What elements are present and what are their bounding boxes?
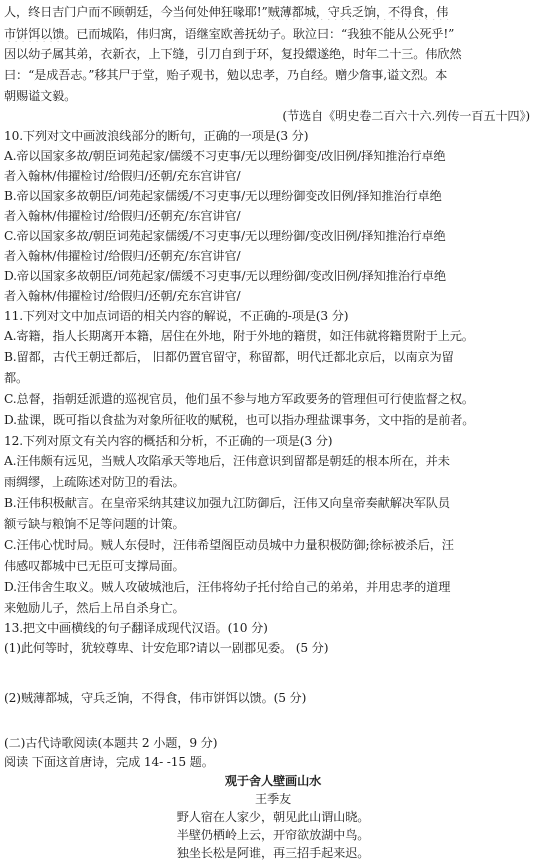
- q10-option-b: B.帝以国家多故朝臣/词苑起家儒缓/不习吏事/无以理纷御变改旧例/择知推治行卓绝: [4, 189, 442, 203]
- q10-option-a: A.帝以国家多故/朝臣词苑起家/儒缓不习吏事/无以理纷御变/改旧例/择知推治行卓绝: [4, 149, 446, 163]
- question-13-stem: 13.把文中画横线的句子翻译成现代汉语。(10 分): [4, 621, 268, 635]
- q12-option-b-cont: 额亏缺与粮饷不足等问题的计策。: [4, 517, 185, 531]
- q11-option-d: D.盐课，既可指以食盐为对象所征收的赋税，也可以指办理盐课事务，文中指的是前者。: [4, 413, 475, 427]
- passage-line-5: 朝赐谥文毅。: [4, 89, 77, 103]
- q10-option-a-cont: 者入翰林/伟擢检讨/给假归/还朝/充东宫讲官/: [4, 169, 241, 183]
- passage-text: 人，终日吉门户而不顾朝廷，今当何处伸狂喙耶!”: [4, 5, 268, 19]
- q10-option-c-cont: 者入翰林/伟擢检讨/给假归/还朝充/东宫讲官/: [4, 249, 241, 263]
- poem-author: 王季友: [254, 792, 292, 806]
- question-11-stem: 11.下列对文中加点词语的相关内容的解说，不正确的-项是(3 分): [4, 309, 349, 323]
- passage-source: (节选自《明史卷二百六十六.列传一百五十四》): [282, 109, 530, 123]
- passage-text: 。已而城陷，伟归寓，语继室欧善抚幼子。耿泣曰：“我独不能从公死乎!”: [64, 27, 455, 41]
- poem-verse-1: 野人宿在人家少，朝见此山谓山晓。: [176, 810, 370, 824]
- q12-option-d: D.汪伟舍生取义。贼人攻破城池后，汪伟将幼子托付给自己的弟弟，并用忠孝的道理: [4, 580, 451, 594]
- question-12-stem: 12.下列对原文有关内容的概括和分析，不正确的一项是(3 分): [4, 434, 333, 448]
- passage-line-3: 因以幼子属其弟，衣新衣，上下缝，引刀自到于环，复投繯遂绝，时年二十三。伟欣然: [4, 47, 462, 61]
- q11-option-a: A.寄籍，指人长期离开本籍，居住在外地，附于外地的籍贯，如汪伟就将籍贯附于上元。: [4, 329, 474, 343]
- passage-line-1: [4, 4, 542, 20]
- passage-line-4: 曰：“是成吾志。”移其尸于堂，贻子观书，勉以忠孝，乃自经。赠少詹事,谥文烈。本: [4, 68, 448, 82]
- wavy-underlined-sentence: 贼薄都城，守兵乏饷，不得食，伟: [267, 5, 449, 19]
- poem-verse-3: 独坐长松是阿谁，再三招手起来迟。: [176, 846, 370, 860]
- poetry-instruction: 阅读 下面这首唐诗，完成 14- -15 题。: [4, 755, 214, 769]
- q10-option-b-cont: 者入翰林/伟擢检讨/给假归/还朝充/东宫讲官/: [4, 209, 241, 223]
- poem-verse-2: 半壁仍栖岭上云，开帘欲放湖中鸟。: [176, 828, 370, 842]
- q11-option-b-cont: 都。: [4, 371, 29, 385]
- q11-option-c: C.总督，指朝廷派遣的巡视官员，他们虽不参与地方军政要务的管理但可行使监督之权。: [4, 392, 474, 406]
- passage-line-2: [4, 26, 542, 42]
- q12-option-c-cont: 伟感叹都城中已无臣可支撑局面。: [4, 559, 185, 573]
- q12-option-a-cont: 雨绸缪，上疏陈述对防卫的看法。: [4, 475, 185, 489]
- q12-option-c: C.汪伟心忧时局。贼人东侵时，汪伟希望阁臣动员城中力量积极防御;徐标被杀后，汪: [4, 538, 454, 552]
- question-10-stem: 10.下列对文中画波浪线部分的断句，正确的一项是(3 分): [4, 129, 309, 143]
- q11-option-b: B.留都，古代王朝迁都后， 旧都仍置官留守，称留都，明代迁都北京后，以南京为留: [4, 350, 454, 364]
- q10-option-c: C.帝以国家多故/朝臣词苑起家儒缓/不习吏事/无以理纷御/变改旧例/择知推治行卓绝: [4, 229, 446, 243]
- q10-option-d: D.帝以国家多故朝臣/词苑起家/儒缓不习吏事/无以理纷御/变改旧例/择知推治行卓绝: [4, 269, 446, 283]
- q12-option-b: B.汪伟积极献言。在皇帝采纳其建议加强九江防御后，汪伟又向皇帝奏献解决军队员: [4, 496, 450, 510]
- wavy-underlined-sentence: 市饼饵以馈: [4, 27, 65, 41]
- poem-title: 观于舍人壁画山水: [224, 774, 322, 788]
- q12-option-a: A.汪伟颇有远见，当贼人攻陷承天等地后，汪伟意识到留都是朝廷的根本所在，并未: [4, 454, 450, 468]
- q10-option-d-cont: 者入翰林/伟擢检讨/给假归/还朝/充东宫讲官/: [4, 289, 241, 303]
- q13-sentence-2: (2)贼薄都城，守兵乏饷，不得食，伟市饼饵以馈。(5 分): [4, 691, 307, 705]
- poetry-section-heading: (二)古代诗歌阅读(本题共 2 小题，9 分): [4, 736, 218, 750]
- q12-option-d-cont: 来勉励儿子，然后上吊自杀身亡。: [4, 601, 185, 615]
- q13-sentence-1: (1)此何等时，犹较尊卑、计安危耶?请以一剧郡见委。 (5 分): [4, 641, 329, 655]
